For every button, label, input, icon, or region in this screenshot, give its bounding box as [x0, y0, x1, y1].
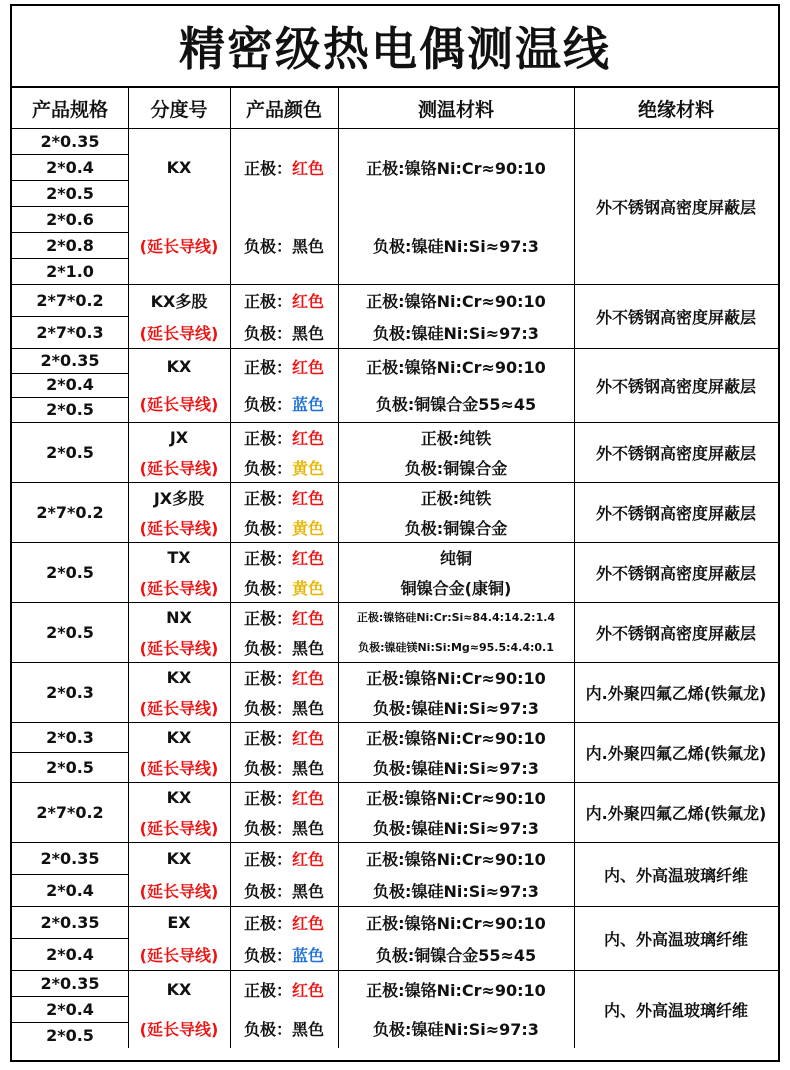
material-value: 正极:纯铁 [420, 488, 492, 508]
material-value: 正极:镍铬Ni:Cr≈90:10 [366, 788, 546, 808]
spec-table [10, 4, 780, 1062]
grid-line [12, 752, 128, 753]
grid-line [12, 154, 128, 155]
material-negative [338, 385, 574, 422]
grid-line [12, 180, 128, 181]
negative-color [230, 632, 338, 662]
grade-code [128, 782, 230, 812]
material-negative [338, 874, 574, 906]
grade-note [128, 812, 230, 842]
positive-color [230, 722, 338, 752]
material-positive [338, 482, 574, 512]
pole-color-value: 黄色 [292, 458, 325, 478]
spec-cell [12, 348, 128, 373]
insulation-cell [574, 906, 778, 970]
positive-color [230, 542, 338, 572]
material-value: 负极:铜镍合金55≈45 [375, 395, 537, 414]
grade-code [128, 128, 230, 206]
pole-color-value: 红色 [292, 981, 325, 1000]
material-value: 负极:镍硅Ni:Si≈97:3 [373, 881, 539, 901]
grade-note-value: (延长导线) [139, 578, 219, 598]
grid-line [338, 88, 339, 1048]
spec-cell [12, 542, 128, 602]
negative-color [230, 385, 338, 422]
material-value: 正极:镍铬硅Ni:Cr:Si≈84.4:14.2:1.4 [356, 611, 556, 624]
negative-color [230, 1009, 338, 1048]
spec-cell [12, 154, 128, 180]
insulation-cell [574, 970, 778, 1048]
pole-label: 正极： [243, 981, 292, 1000]
pole-color-value: 红色 [292, 291, 325, 311]
spec-cell [12, 482, 128, 542]
spec-cell [12, 782, 128, 842]
pole-color-value: 黄色 [292, 578, 325, 598]
column-header [128, 88, 230, 128]
grade-note-value: (延长导线) [139, 758, 219, 778]
spec-cell [12, 938, 128, 970]
grade-note [128, 206, 230, 284]
pole-color-value: 黑色 [292, 638, 325, 658]
material-negative [338, 316, 574, 348]
grade-note-value: (延长导线) [139, 638, 219, 658]
negative-color [230, 316, 338, 348]
grid-line [12, 373, 128, 374]
spec-cell [12, 874, 128, 906]
positive-color [230, 662, 338, 692]
column-header [12, 88, 128, 128]
spec-value: 2*0.4 [46, 880, 94, 900]
column-header-label: 产品颜色 [245, 98, 322, 121]
material-value: 正极:纯铁 [420, 428, 492, 448]
insulation-cell [574, 602, 778, 662]
pole-color-value: 黑色 [292, 698, 325, 718]
pole-color-value: 黑色 [292, 236, 325, 256]
grade-code-value: KX [166, 727, 192, 747]
material-positive [338, 722, 574, 752]
material-positive [338, 128, 574, 206]
grade-code-value: TX [167, 547, 191, 567]
pole-label: 正极： [243, 548, 292, 568]
grade-note [128, 938, 230, 970]
spec-value: 2*0.5 [46, 183, 94, 203]
grade-code-value: KX [166, 980, 192, 999]
grade-code-value: KX [166, 787, 192, 807]
pole-label: 正极： [243, 488, 292, 508]
spec-value: 2*0.5 [46, 1025, 94, 1045]
grade-code [128, 842, 230, 874]
grade-code-value: KX [166, 157, 192, 177]
spec-value: 2*0.4 [46, 944, 94, 964]
material-value: 负极:铜镍合金 [404, 518, 508, 538]
pole-color-value: 红色 [292, 158, 325, 178]
positive-color [230, 128, 338, 206]
pole-label: 正极： [243, 358, 292, 377]
material-value: 负极:镍硅Ni:Si≈97:3 [373, 698, 539, 718]
spec-cell [12, 284, 128, 316]
material-negative [338, 938, 574, 970]
insulation-cell [574, 482, 778, 542]
material-value: 负极:镍硅Ni:Si≈97:3 [373, 236, 539, 256]
pole-color-value: 黑色 [292, 1020, 325, 1039]
spec-value: 2*1.0 [46, 261, 94, 281]
pole-color-value: 红色 [292, 488, 325, 508]
negative-color [230, 812, 338, 842]
insulation-value: 内.外聚四氟乙烯(铁氟龙) [585, 743, 767, 763]
grade-note [128, 452, 230, 482]
material-negative [338, 206, 574, 284]
insulation-cell [574, 782, 778, 842]
positive-color [230, 970, 338, 1009]
insulation-value: 外不锈钢高密度屏蔽层 [595, 503, 756, 523]
pole-color-value: 红色 [292, 849, 325, 869]
spec-cell [12, 232, 128, 258]
material-positive [338, 662, 574, 692]
column-header [574, 88, 778, 128]
grid-line [128, 88, 129, 1048]
negative-color [230, 752, 338, 782]
spec-cell [12, 602, 128, 662]
column-header [230, 88, 338, 128]
grade-code-value: JX [169, 427, 189, 447]
insulation-value: 外不锈钢高密度屏蔽层 [595, 443, 756, 463]
material-negative [338, 692, 574, 722]
pole-label: 负极： [243, 881, 292, 901]
insulation-cell [574, 422, 778, 482]
material-value: 正极:镍铬Ni:Cr≈90:10 [366, 158, 546, 178]
grid-line [12, 258, 128, 259]
spec-value: 2*0.3 [46, 682, 94, 702]
grade-note [128, 692, 230, 722]
negative-color [230, 206, 338, 284]
grid-line [12, 996, 128, 997]
grade-code [128, 284, 230, 316]
grid-line [574, 88, 575, 1048]
grid-line [12, 938, 128, 939]
grade-note-value: (延长导线) [139, 1020, 219, 1039]
grid-line [12, 874, 128, 875]
spec-cell [12, 422, 128, 482]
spec-value: 2*0.35 [40, 350, 100, 370]
grid-line [12, 316, 128, 317]
insulation-value: 外不锈钢高密度屏蔽层 [595, 197, 756, 217]
spec-cell [12, 662, 128, 722]
spec-cell [12, 970, 128, 996]
positive-color [230, 782, 338, 812]
pole-label: 负极： [243, 818, 292, 838]
pole-label: 正极： [243, 158, 292, 178]
insulation-value: 内、外高温玻璃纤维 [603, 865, 748, 885]
insulation-value: 外不锈钢高密度屏蔽层 [595, 623, 756, 643]
material-value: 负极:镍硅Ni:Si≈97:3 [373, 818, 539, 838]
grade-code [128, 542, 230, 572]
spec-cell [12, 180, 128, 206]
material-value: 纯铜 [439, 548, 472, 568]
grade-code [128, 482, 230, 512]
grade-note [128, 572, 230, 602]
column-header-label: 分度号 [150, 98, 208, 121]
material-value: 正极:镍铬Ni:Cr≈90:10 [366, 981, 546, 1000]
spec-value: 2*0.35 [40, 848, 100, 868]
pole-color-value: 黑色 [292, 323, 325, 343]
material-value: 正极:镍铬Ni:Cr≈90:10 [366, 291, 546, 311]
spec-value: 2*0.5 [46, 757, 94, 777]
pole-label: 负极： [243, 1020, 292, 1039]
grade-note-value: (延长导线) [139, 323, 219, 343]
insulation-value: 外不锈钢高密度屏蔽层 [595, 376, 756, 396]
spec-value: 2*0.8 [46, 235, 94, 255]
spec-cell [12, 316, 128, 348]
grid-line [12, 1022, 128, 1023]
spec-value: 2*0.5 [46, 400, 94, 420]
material-positive [338, 542, 574, 572]
spec-value: 2*0.5 [46, 562, 94, 582]
spec-value: 2*7*0.2 [36, 502, 104, 522]
spec-cell [12, 906, 128, 938]
pole-color-value: 红色 [292, 913, 325, 933]
grade-note-value: (延长导线) [139, 818, 219, 838]
spec-cell [12, 842, 128, 874]
pole-label: 正极： [243, 913, 292, 933]
pole-label: 负极： [243, 458, 292, 478]
pole-color-value: 黑色 [292, 818, 325, 838]
column-header [338, 88, 574, 128]
positive-color [230, 842, 338, 874]
insulation-cell [574, 662, 778, 722]
negative-color [230, 874, 338, 906]
pole-label: 正极： [243, 668, 292, 688]
spec-cell [12, 722, 128, 752]
grade-note [128, 874, 230, 906]
material-value: 负极:镍硅Ni:Si≈97:3 [373, 323, 539, 343]
insulation-value: 内、外高温玻璃纤维 [603, 1000, 748, 1020]
grade-code-value: JX多股 [153, 488, 205, 508]
grade-note [128, 752, 230, 782]
insulation-cell [574, 284, 778, 348]
spec-value: 2*7*0.3 [36, 322, 104, 342]
grade-code [128, 662, 230, 692]
insulation-cell [574, 542, 778, 602]
spec-cell [12, 752, 128, 782]
pole-label: 正极： [243, 428, 292, 448]
material-value: 负极:镍硅Ni:Si≈97:3 [373, 758, 539, 778]
grid-line [230, 88, 231, 1048]
pole-label: 负极： [243, 578, 292, 598]
pole-color-value: 蓝色 [292, 395, 325, 414]
spec-value: 2*0.5 [46, 622, 94, 642]
material-negative [338, 752, 574, 782]
grade-note [128, 512, 230, 542]
negative-color [230, 512, 338, 542]
material-positive [338, 782, 574, 812]
pole-color-value: 红色 [292, 668, 325, 688]
material-value: 负极:镍硅Ni:Si≈97:3 [373, 1020, 539, 1039]
insulation-value: 外不锈钢高密度屏蔽层 [595, 307, 756, 327]
insulation-value: 内、外高温玻璃纤维 [603, 929, 748, 949]
insulation-cell [574, 842, 778, 906]
insulation-cell [574, 128, 778, 284]
material-negative [338, 1009, 574, 1048]
positive-color [230, 284, 338, 316]
material-value: 正极:镍铬Ni:Cr≈90:10 [366, 668, 546, 688]
pole-label: 正极： [243, 608, 292, 628]
material-value: 正极:镍铬Ni:Cr≈90:10 [366, 849, 546, 869]
pole-label: 负极： [243, 758, 292, 778]
pole-color-value: 黑色 [292, 881, 325, 901]
material-negative [338, 812, 574, 842]
grid-line [12, 206, 128, 207]
spec-value: 2*0.35 [40, 912, 100, 932]
pole-label: 负极： [243, 518, 292, 538]
grade-note-value: (延长导线) [139, 518, 219, 538]
pole-label: 负极： [243, 698, 292, 718]
material-value: 正极:镍铬Ni:Cr≈90:10 [366, 728, 546, 748]
material-positive [338, 842, 574, 874]
spec-value: 2*0.3 [46, 727, 94, 747]
pole-label: 正极： [243, 788, 292, 808]
grade-note-value: (延长导线) [139, 698, 219, 718]
spec-value: 2*0.6 [46, 209, 94, 229]
negative-color [230, 572, 338, 602]
spec-cell [12, 373, 128, 398]
material-positive [338, 970, 574, 1009]
pole-color-value: 黑色 [292, 758, 325, 778]
spec-cell [12, 258, 128, 284]
pole-color-value: 红色 [292, 788, 325, 808]
material-negative [338, 632, 574, 662]
grade-code-value: KX多股 [150, 291, 208, 311]
pole-color-value: 蓝色 [292, 945, 325, 965]
grade-note-value: (延长导线) [139, 881, 219, 901]
grade-code-value: KX [166, 667, 192, 687]
grade-code-value: KX [166, 357, 192, 376]
grade-code-value: EX [167, 912, 191, 932]
grade-code [128, 602, 230, 632]
pole-color-value: 红色 [292, 548, 325, 568]
spec-value: 2*7*0.2 [36, 290, 104, 310]
grade-note [128, 385, 230, 422]
positive-color [230, 906, 338, 938]
grade-note [128, 1009, 230, 1048]
grade-code-value: KX [166, 848, 192, 868]
material-value: 正极:镍铬Ni:Cr≈90:10 [366, 913, 546, 933]
pole-color-value: 红色 [292, 358, 325, 377]
grade-code [128, 970, 230, 1009]
spec-value: 2*0.4 [46, 157, 94, 177]
material-positive [338, 602, 574, 632]
material-positive [338, 906, 574, 938]
insulation-cell [574, 722, 778, 782]
spec-value: 2*0.5 [46, 442, 94, 462]
page-title: 精密级热电偶测温线 [12, 6, 778, 88]
grade-code [128, 906, 230, 938]
material-negative [338, 572, 574, 602]
spec-value: 2*7*0.2 [36, 802, 104, 822]
pole-color-value: 红色 [292, 728, 325, 748]
positive-color [230, 348, 338, 385]
pole-color-value: 红色 [292, 428, 325, 448]
spec-value: 2*0.4 [46, 999, 94, 1019]
grade-code-value: NX [166, 607, 192, 627]
material-value: 负极:铜镍合金 [404, 458, 508, 478]
grade-note [128, 632, 230, 662]
pole-label: 正极： [243, 849, 292, 869]
spec-cell [12, 1022, 128, 1048]
material-value: 正极:镍铬Ni:Cr≈90:10 [366, 358, 546, 377]
spec-value: 2*0.35 [40, 131, 100, 151]
spec-value: 2*0.4 [46, 375, 94, 395]
pole-label: 负极： [243, 323, 292, 343]
grade-note-value: (延长导线) [139, 945, 219, 965]
spec-cell [12, 996, 128, 1022]
material-negative [338, 512, 574, 542]
positive-color [230, 422, 338, 452]
material-value: 负极:镍硅镁Ni:Si:Mg≈95.5:4.4:0.1 [358, 641, 554, 654]
spec-cell [12, 128, 128, 154]
positive-color [230, 482, 338, 512]
insulation-value: 外不锈钢高密度屏蔽层 [595, 563, 756, 583]
column-header-label: 产品规格 [31, 98, 108, 121]
grade-note [128, 316, 230, 348]
column-header-label: 测温材料 [417, 98, 494, 121]
pole-label: 负极： [243, 236, 292, 256]
insulation-value: 内.外聚四氟乙烯(铁氟龙) [585, 803, 767, 823]
positive-color [230, 602, 338, 632]
negative-color [230, 692, 338, 722]
material-negative [338, 452, 574, 482]
negative-color [230, 452, 338, 482]
grade-code [128, 722, 230, 752]
grade-note-value: (延长导线) [139, 458, 219, 478]
column-header-label: 绝缘材料 [637, 98, 714, 121]
pole-label: 正极： [243, 728, 292, 748]
pole-label: 负极： [243, 638, 292, 658]
pole-label: 正极： [243, 291, 292, 311]
grade-note-value: (延长导线) [139, 236, 219, 256]
spec-value: 2*0.35 [40, 973, 100, 993]
material-value: 负极:铜镍合金55≈45 [375, 945, 537, 965]
spec-cell [12, 397, 128, 422]
pole-color-value: 红色 [292, 608, 325, 628]
material-positive [338, 284, 574, 316]
material-positive [338, 422, 574, 452]
grade-note-value: (延长导线) [139, 395, 219, 414]
negative-color [230, 938, 338, 970]
grade-code [128, 348, 230, 385]
spec-cell [12, 206, 128, 232]
grid-line [12, 397, 128, 398]
grid-line [12, 232, 128, 233]
pole-label: 负极： [243, 395, 292, 414]
insulation-cell [574, 348, 778, 422]
insulation-value: 内.外聚四氟乙烯(铁氟龙) [585, 683, 767, 703]
grade-code [128, 422, 230, 452]
pole-label: 负极： [243, 945, 292, 965]
material-value: 铜镍合金(康铜) [400, 578, 512, 598]
pole-color-value: 黄色 [292, 518, 325, 538]
material-positive [338, 348, 574, 385]
